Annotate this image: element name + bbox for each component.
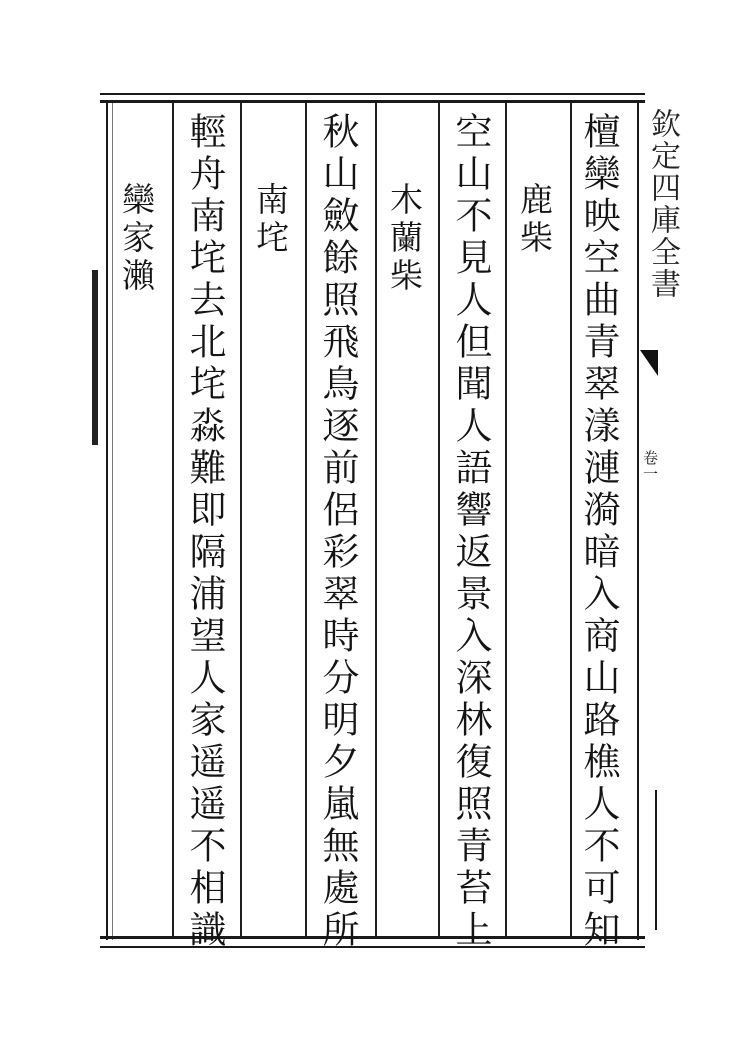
column-divider — [240, 103, 242, 936]
poem-title-column: 南垞 — [251, 182, 290, 258]
poem-line-column: 檀欒映空曲青翠漾漣漪暗入商山路樵人不可知 — [577, 112, 620, 952]
poem-title-column: 鹿柴 — [515, 182, 554, 258]
frame-left-inner-rule — [112, 100, 113, 940]
column-divider — [305, 103, 307, 936]
poem-line-column: 秋山斂餘照飛鳥逐前侶彩翠時分明夕嵐無處所 — [316, 112, 359, 952]
column-divider — [505, 103, 507, 936]
fishtail-mark — [640, 350, 658, 376]
frame-right-rule — [637, 100, 639, 940]
frame-bottom-thick-rule — [100, 936, 645, 939]
frame-top-thick-rule — [100, 100, 645, 103]
poem-line-column: 空山不見人但聞人語響返景入深林復照青苔上 — [449, 112, 492, 952]
poem-title-column: 欒家瀨 — [117, 182, 156, 296]
column-divider — [570, 103, 572, 936]
column-divider — [172, 103, 174, 936]
frame-top-thin-rule — [100, 93, 645, 95]
column-divider — [375, 103, 377, 936]
poem-title-column: 木蘭柴 — [385, 182, 424, 296]
foredge-book-title: 欽定四庫全書 — [645, 108, 680, 300]
poem-line-column: 輕舟南垞去北垞淼難即隔浦望人家遥遥不相識 — [183, 112, 226, 952]
binding-margin-bar — [92, 270, 98, 445]
frame-bottom-thin-rule — [100, 946, 645, 948]
frame-left-rule — [106, 100, 108, 940]
foredge-rule — [655, 790, 657, 930]
foredge-juan-label: 卷一 — [641, 450, 659, 482]
column-divider — [438, 103, 440, 936]
